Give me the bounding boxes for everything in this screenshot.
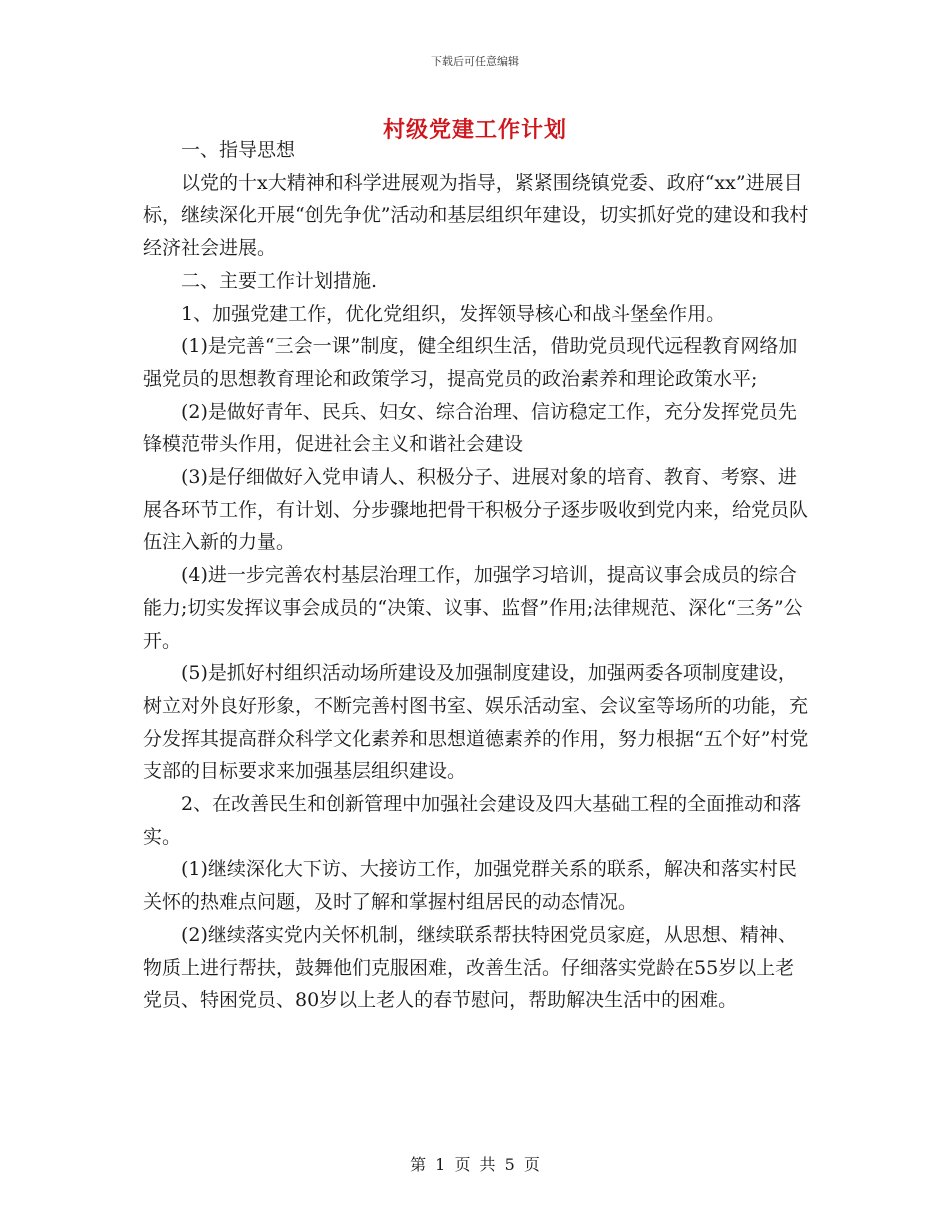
list-item: (4)进一步完善农村基层治理工作，加强学习培训，提高议事会成员的综合能力;切实发挥议事会成员的“决策、议事、监督”作用;法律规范、深化“三务”公开。 bbox=[143, 564, 803, 652]
page-footer: 第 1 页 共 5 页 bbox=[410, 1155, 540, 1174]
list-item: (2)是做好青年、民兵、妇女、综合治理、信访稳定工作，充分发挥党员先锋模范带头作用，促进社会主义和谐社会建设 bbox=[143, 400, 797, 456]
list-item: (3)是仔细做好入党申请人、积极分子、进展对象的培育、教育、考察、进展各环节工作，有计划、分步骤地把骨干积极分子逐步吸收到党内来，给党员队伍注入新的力量。 bbox=[143, 466, 809, 554]
section-heading-2: 二、主要工作计划措施. bbox=[181, 269, 378, 292]
list-item: (2)继续落实党内关怀机制，继续联系帮扶特困党员家庭，从思想、精神、物质上进行帮扶，鼓舞他们克服困难，改善生活。仔细落实党龄在55岁以上老党员、特困党员、80岁以上老人的春节慰问，帮助解决生活中的困难。 bbox=[143, 923, 797, 1012]
list-item: (1)是完善“三会一课”制度，健全组织生活，借助党员现代远程教育网络加强党员的思想教育理论和政策学习，提高党员的政治素养和理论政策水平; bbox=[143, 335, 798, 390]
subsection-heading-1: 1、加强党建工作，优化党组织，发挥领导核心和战斗堡垒作用。 bbox=[181, 302, 726, 325]
document-body bbox=[143, 134, 811, 1017]
paragraph-guiding-thought: 以党的十x大精神和科学进展观为指导，紧紧围绕镇党委、政府“xx”进展目标，继续深化开展“创先争优”活动和基层组织年建设，切实抓好党的建设和我村经济社会进展。 bbox=[143, 171, 809, 260]
section-heading-1: 一、指导思想 bbox=[181, 139, 296, 161]
document-title: 村级党建工作计划 bbox=[382, 117, 567, 143]
page-header: 下载后可任意编辑 bbox=[431, 55, 519, 68]
subsection-heading-2: 2、在改善民生和创新管理中加强社会建设及四大基础工程的全面推动和落实。 bbox=[143, 793, 802, 848]
list-item: (5)是抓好村组织活动场所建设及加强制度建设，加强两委各项制度建设，树立对外良好形象，不断完善村图书室、娱乐活动室、会议室等场所的功能，充分发挥其提高群众科学文化素养和思想道德素养的作用，努力根据“五个好”村党支部的目标要求来加强基层组织建设。 bbox=[143, 662, 809, 783]
list-item: (1)继续深化大下访、大接访工作，加强党群关系的联系，解决和落实村民关怀的热难点问题，及时了解和掌握村组居民的动态情况。 bbox=[143, 858, 797, 914]
